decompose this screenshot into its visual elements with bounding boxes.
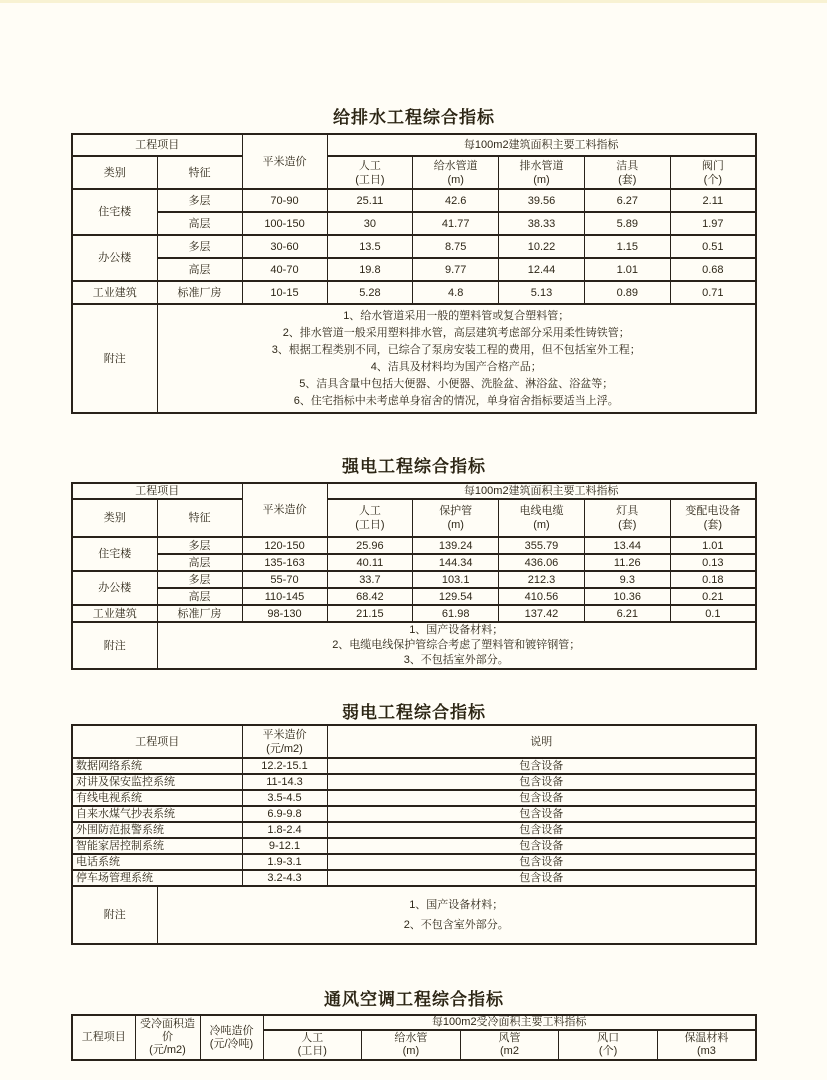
feature-cell: 高层 xyxy=(157,258,242,281)
value-cell: 0.89 xyxy=(584,281,670,304)
header-cooled-area-price-unit: (元/m2) xyxy=(149,1044,186,1056)
value-cell: 5.28 xyxy=(327,281,413,304)
system-name-cell: 智能家居控制系统 xyxy=(72,838,242,854)
feature-cell: 多层 xyxy=(157,189,242,212)
price-cell: 100-150 xyxy=(242,212,327,235)
note-line: 3、根据工程类别不同，已综合了泵房安装工程的费用，但不包括室外工程； xyxy=(271,343,641,356)
metric-unit: (m) xyxy=(402,1045,420,1057)
header-project: 工程项目 xyxy=(72,134,242,156)
note-line: 1、国产设备材料； xyxy=(409,899,504,911)
header-cold-ton-price-unit: (元/冷吨) xyxy=(209,1037,254,1050)
value-cell: 137.42 xyxy=(499,605,585,622)
value-cell: 0.71 xyxy=(670,281,756,304)
metric-column-header xyxy=(559,1030,658,1060)
price-cell: 9-12.1 xyxy=(242,838,327,854)
metric-name: 阀门 xyxy=(701,159,724,172)
header-unit-price: 平米造价 xyxy=(242,483,327,537)
metric-column-header xyxy=(413,156,499,189)
value-cell: 0.18 xyxy=(670,571,756,588)
header-project: 工程项目 xyxy=(72,725,242,758)
page-top-strip xyxy=(0,0,827,3)
header-project: 工程项目 xyxy=(72,483,242,499)
metric-unit: (m2 xyxy=(500,1045,519,1057)
metric-unit: (m) xyxy=(533,519,550,531)
value-cell: 1.01 xyxy=(584,258,670,281)
table-row xyxy=(72,605,756,622)
description-cell: 包含设备 xyxy=(327,854,756,870)
metric-unit: (工日) xyxy=(297,1045,327,1057)
metric-name: 人工 xyxy=(358,159,381,172)
note-line: 2、排水管道一般采用塑料排水管，高层建筑考虑部分采用柔性铸铁管； xyxy=(282,326,630,339)
value-cell: 0.51 xyxy=(670,235,756,258)
header-unit-price-unit: (元/m2) xyxy=(266,742,303,755)
metric-column-header xyxy=(327,156,413,189)
note-line: 6、住宅指标中未考虑单身宿舍的情况，单身宿舍指标要适当上浮。 xyxy=(293,394,619,407)
value-cell: 39.56 xyxy=(499,189,585,212)
system-name-cell: 自来水煤气抄表系统 xyxy=(72,806,242,822)
metric-name: 人工 xyxy=(301,1032,324,1044)
metric-column-header xyxy=(657,1030,756,1060)
metric-column-header xyxy=(670,499,756,537)
price-cell: 12.2-15.1 xyxy=(242,758,327,774)
feature-cell: 多层 xyxy=(157,537,242,554)
metric-name: 变配电设备 xyxy=(685,505,741,517)
price-cell: 120-150 xyxy=(242,537,327,554)
metric-unit: (套) xyxy=(618,519,637,531)
value-cell: 1.15 xyxy=(584,235,670,258)
metric-name: 给水管 xyxy=(394,1032,428,1044)
value-cell: 13.5 xyxy=(327,235,413,258)
table-row xyxy=(72,588,756,605)
header-project: 工程项目 xyxy=(72,1015,135,1060)
value-cell: 1.97 xyxy=(670,212,756,235)
metric-name: 排水管道 xyxy=(519,159,564,172)
metric-column-header xyxy=(327,499,413,537)
value-cell: 12.44 xyxy=(499,258,585,281)
table-header-row xyxy=(72,725,756,758)
value-cell: 38.33 xyxy=(499,212,585,235)
value-cell: 0.13 xyxy=(670,554,756,571)
table-row xyxy=(72,854,756,870)
description-cell: 包含设备 xyxy=(327,838,756,854)
price-cell: 3.2-4.3 xyxy=(242,870,327,886)
header-unit-price xyxy=(242,725,327,758)
table-row xyxy=(72,537,756,554)
category-cell: 办公楼 xyxy=(72,571,157,605)
metric-column-header xyxy=(499,156,585,189)
value-cell: 25.11 xyxy=(327,189,413,212)
metric-column-header xyxy=(584,156,670,189)
value-cell: 212.3 xyxy=(499,571,585,588)
header-cold-ton-price xyxy=(200,1015,263,1060)
table-title-water-drainage: 给排水工程综合指标 xyxy=(333,108,495,127)
system-name-cell: 数据网络系统 xyxy=(72,758,242,774)
metric-column-header xyxy=(460,1030,559,1060)
price-cell: 40-70 xyxy=(242,258,327,281)
water-drainage-table xyxy=(71,133,757,414)
table-title-hvac: 通风空调工程综合指标 xyxy=(324,990,504,1009)
table-header-row xyxy=(72,483,756,499)
value-cell: 40.11 xyxy=(327,554,413,571)
metric-column-header xyxy=(499,499,585,537)
description-cell: 包含设备 xyxy=(327,774,756,790)
header-cold-ton-price-label: 冷吨造价 xyxy=(209,1024,254,1037)
note-line: 2、电缆电线保护管综合考虑了塑料管和镀锌钢管； xyxy=(332,639,581,651)
metric-name: 人工 xyxy=(358,505,381,517)
value-cell: 410.56 xyxy=(499,588,585,605)
value-cell: 42.6 xyxy=(413,189,499,212)
table-row xyxy=(72,758,756,774)
strong-electrical-table xyxy=(71,482,757,670)
metric-column-header xyxy=(584,499,670,537)
table-row xyxy=(72,822,756,838)
category-cell: 工业建筑 xyxy=(72,605,157,622)
value-cell: 144.34 xyxy=(413,554,499,571)
table-row xyxy=(72,870,756,886)
notes-row xyxy=(72,304,756,413)
price-cell: 1.8-2.4 xyxy=(242,822,327,838)
price-cell: 1.9-3.1 xyxy=(242,854,327,870)
description-cell: 包含设备 xyxy=(327,822,756,838)
price-cell: 10-15 xyxy=(242,281,327,304)
system-name-cell: 外围防范报警系统 xyxy=(72,822,242,838)
value-cell: 4.8 xyxy=(413,281,499,304)
table-row xyxy=(72,838,756,854)
table-header-row xyxy=(72,1015,756,1030)
feature-cell: 多层 xyxy=(157,235,242,258)
header-unit-price: 平米造价 xyxy=(242,134,327,189)
header-metrics: 每100m2受冷面积主要工料指标 xyxy=(263,1015,756,1030)
metric-column-header xyxy=(362,1030,461,1060)
header-metrics: 每100m2建筑面积主要工料指标 xyxy=(327,483,756,499)
value-cell: 129.54 xyxy=(413,588,499,605)
description-cell: 包含设备 xyxy=(327,870,756,886)
metric-unit: (套) xyxy=(618,173,637,186)
value-cell: 8.75 xyxy=(413,235,499,258)
feature-cell: 多层 xyxy=(157,571,242,588)
price-cell: 55-70 xyxy=(242,571,327,588)
table-row xyxy=(72,554,756,571)
notes-label: 附注 xyxy=(72,622,157,669)
feature-cell: 高层 xyxy=(157,554,242,571)
header-cooled-area-price-label: 受冷面积造价 xyxy=(140,1018,195,1043)
description-cell: 包含设备 xyxy=(327,806,756,822)
note-line: 3、不包括室外部分。 xyxy=(403,654,509,666)
hvac-table xyxy=(71,1014,757,1061)
table-title-weak-electrical: 弱电工程综合指标 xyxy=(342,703,486,722)
value-cell: 41.77 xyxy=(413,212,499,235)
system-name-cell: 停车场管理系统 xyxy=(72,870,242,886)
metric-unit: (m) xyxy=(447,519,464,531)
description-cell: 包含设备 xyxy=(327,758,756,774)
metric-name: 风口 xyxy=(597,1032,620,1044)
table-row xyxy=(72,571,756,588)
value-cell: 25.96 xyxy=(327,537,413,554)
header-metrics: 每100m2建筑面积主要工料指标 xyxy=(327,134,756,156)
note-line: 1、国产设备材料； xyxy=(409,624,504,636)
table-row xyxy=(72,235,756,258)
header-cooled-area-price xyxy=(135,1015,200,1060)
metric-name: 给水管道 xyxy=(433,159,478,172)
feature-cell: 标准厂房 xyxy=(157,605,242,622)
header-unit-price-label: 平米造价 xyxy=(262,728,307,741)
price-cell: 30-60 xyxy=(242,235,327,258)
notes-body xyxy=(157,886,756,944)
value-cell: 19.8 xyxy=(327,258,413,281)
value-cell: 6.27 xyxy=(584,189,670,212)
value-cell: 30 xyxy=(327,212,413,235)
note-line: 5、洁具含量中包括大便器、小便器、洗脸盆、淋浴盆、浴盆等； xyxy=(299,377,614,390)
metric-name: 灯具 xyxy=(616,505,639,517)
value-cell: 10.36 xyxy=(584,588,670,605)
price-cell: 11-14.3 xyxy=(242,774,327,790)
table-row xyxy=(72,790,756,806)
table-row xyxy=(72,281,756,304)
note-line: 1、给水管道采用一般的塑料管或复合塑料管； xyxy=(343,309,570,322)
value-cell: 1.01 xyxy=(670,537,756,554)
notes-body xyxy=(157,304,756,413)
table-row xyxy=(72,189,756,212)
price-cell: 135-163 xyxy=(242,554,327,571)
price-cell: 70-90 xyxy=(242,189,327,212)
notes-label: 附注 xyxy=(72,304,157,413)
price-cell: 6.9-9.8 xyxy=(242,806,327,822)
header-description: 说明 xyxy=(327,725,756,758)
metric-unit: (套) xyxy=(703,519,722,531)
notes-row xyxy=(72,886,756,944)
value-cell: 11.26 xyxy=(584,554,670,571)
header-feature: 特征 xyxy=(157,499,242,537)
category-cell: 办公楼 xyxy=(72,235,157,281)
value-cell: 9.77 xyxy=(413,258,499,281)
table-title-strong-electrical: 强电工程综合指标 xyxy=(342,457,486,476)
metric-unit: (m) xyxy=(533,173,550,186)
metric-name: 风管 xyxy=(498,1032,521,1044)
metric-name: 保温材料 xyxy=(684,1032,729,1044)
metric-unit: (m) xyxy=(447,173,464,186)
description-cell: 包含设备 xyxy=(327,790,756,806)
value-cell: 139.24 xyxy=(413,537,499,554)
table-subheader-row xyxy=(72,499,756,537)
metric-unit: (m3 xyxy=(696,1045,716,1057)
value-cell: 68.42 xyxy=(327,588,413,605)
header-feature: 特征 xyxy=(157,156,242,189)
metric-column-header xyxy=(263,1030,362,1060)
table-row xyxy=(72,806,756,822)
header-category: 类别 xyxy=(72,499,157,537)
feature-cell: 标准厂房 xyxy=(157,281,242,304)
weak-electrical-table xyxy=(71,724,757,945)
value-cell: 0.68 xyxy=(670,258,756,281)
table-subheader-row xyxy=(72,156,756,189)
notes-label: 附注 xyxy=(72,886,157,944)
value-cell: 13.44 xyxy=(584,537,670,554)
metric-column-header xyxy=(413,499,499,537)
price-cell: 3.5-4.5 xyxy=(242,790,327,806)
system-name-cell: 电话系统 xyxy=(72,854,242,870)
category-cell: 工业建筑 xyxy=(72,281,157,304)
table-row xyxy=(72,212,756,235)
value-cell: 0.1 xyxy=(670,605,756,622)
metric-unit: (工日) xyxy=(355,519,385,531)
value-cell: 436.06 xyxy=(499,554,585,571)
value-cell: 5.13 xyxy=(499,281,585,304)
value-cell: 10.22 xyxy=(499,235,585,258)
value-cell: 0.21 xyxy=(670,588,756,605)
table-row xyxy=(72,258,756,281)
system-name-cell: 对讲及保安监控系统 xyxy=(72,774,242,790)
metric-name: 电线电缆 xyxy=(519,505,564,517)
value-cell: 21.15 xyxy=(327,605,413,622)
value-cell: 5.89 xyxy=(584,212,670,235)
note-line: 2、不包含室外部分。 xyxy=(403,919,509,931)
table-header-row xyxy=(72,134,756,156)
notes-row xyxy=(72,622,756,669)
table-row xyxy=(72,774,756,790)
metric-name: 洁具 xyxy=(616,159,639,172)
metric-unit: (个) xyxy=(598,1045,618,1057)
metric-name: 保护管 xyxy=(439,505,473,517)
value-cell: 2.11 xyxy=(670,189,756,212)
value-cell: 61.98 xyxy=(413,605,499,622)
notes-body xyxy=(157,622,756,669)
price-cell: 98-130 xyxy=(242,605,327,622)
category-cell: 住宅楼 xyxy=(72,189,157,235)
metric-unit: (工日) xyxy=(355,173,385,186)
value-cell: 103.1 xyxy=(413,571,499,588)
value-cell: 33.7 xyxy=(327,571,413,588)
feature-cell: 高层 xyxy=(157,588,242,605)
value-cell: 6.21 xyxy=(584,605,670,622)
feature-cell: 高层 xyxy=(157,212,242,235)
note-line: 4、洁具及材料均为国产合格产品； xyxy=(370,360,542,373)
category-cell: 住宅楼 xyxy=(72,537,157,571)
value-cell: 355.79 xyxy=(499,537,585,554)
header-category: 类别 xyxy=(72,156,157,189)
system-name-cell: 有线电视系统 xyxy=(72,790,242,806)
metric-unit: (个) xyxy=(703,173,722,186)
price-cell: 110-145 xyxy=(242,588,327,605)
metric-column-header xyxy=(670,156,756,189)
value-cell: 9.3 xyxy=(584,571,670,588)
